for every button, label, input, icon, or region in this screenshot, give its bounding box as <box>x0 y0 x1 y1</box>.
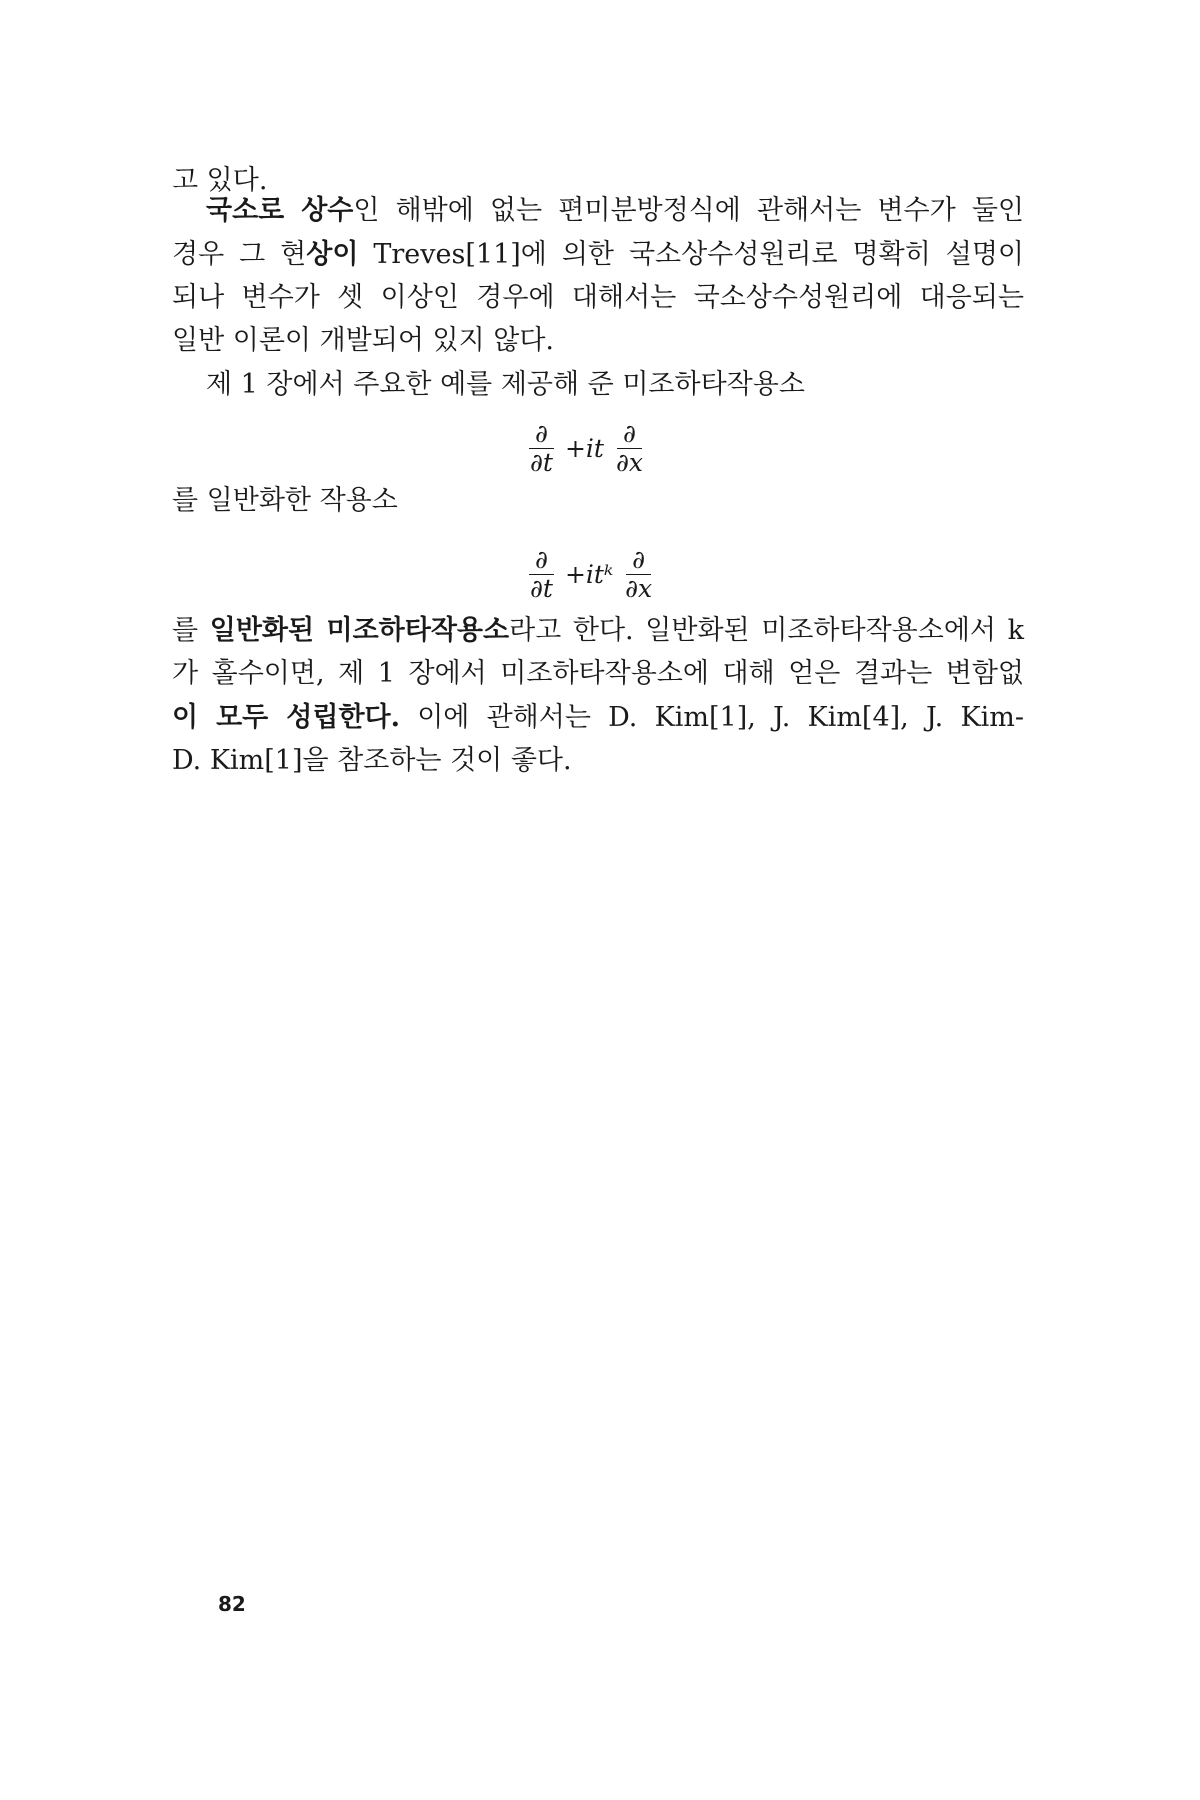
equation-mizohata-operator <box>524 420 649 477</box>
text-line <box>172 699 1024 737</box>
text-span: 를 일반화한 작용소 <box>172 485 398 516</box>
fraction-numerator: ∂ <box>626 546 651 575</box>
text-span: 고 있다. <box>172 165 268 196</box>
fraction <box>524 420 559 477</box>
equation-term: +itᵏ <box>564 560 614 589</box>
equation-generalized-mizohata-operator <box>524 546 658 603</box>
text-line <box>172 612 1024 650</box>
emphasis-text: 일반화된 미조하타작용소 <box>209 615 510 646</box>
text-line <box>172 742 1024 780</box>
fraction-denominator: ∂x <box>615 448 644 477</box>
text-span: 이에 관해서는 D. Kim[1], J. Kim[4], J. Kim- <box>400 702 1024 733</box>
text-span: 를 <box>172 615 210 646</box>
text-span: 라고 한다. 일반화된 미조하타작용소에서 k <box>509 615 1024 646</box>
text-line <box>172 322 1024 360</box>
text-line <box>172 192 1024 230</box>
text-line <box>172 655 1024 693</box>
text-line <box>172 236 1024 274</box>
text-span: D. Kim[1]을 참조하는 것이 좋다. <box>172 745 572 776</box>
page-number: 82 <box>218 1592 246 1616</box>
text-line <box>172 279 1024 317</box>
fraction <box>610 420 649 477</box>
fraction-denominator: ∂t <box>530 574 553 603</box>
fraction-denominator: ∂x <box>625 574 653 603</box>
fraction-numerator: ∂ <box>529 546 554 575</box>
fraction-numerator: ∂ <box>617 420 642 449</box>
emphasis-text: 이 모두 성립한다. <box>172 702 401 733</box>
emphasis-text: 상이 <box>306 239 359 270</box>
fraction-numerator: ∂ <box>529 420 554 449</box>
text-span: 경우 그 현 <box>172 239 307 270</box>
equation-term: +it <box>564 434 604 463</box>
fraction-denominator: ∂t <box>530 448 553 477</box>
fraction <box>619 546 658 603</box>
text-span: Treves[11]에 의한 국소상수성원리로 명확히 설명이 <box>358 239 1024 270</box>
emphasis-text: 국소로 상수 <box>206 195 354 226</box>
text-span: 제 1 장에서 주요한 예를 제공해 준 미조하타작용소 <box>206 369 805 400</box>
text-line <box>172 366 1024 404</box>
text-span: 가 홀수이면, 제 1 장에서 미조하타작용소에 대해 얻은 결과는 변함없 <box>172 658 1024 689</box>
text-span: 되나 변수가 셋 이상인 경우에 대해서는 국소상수성원리에 대응되는 <box>172 282 1024 313</box>
text-span: 인 해밖에 없는 편미분방정식에 관해서는 변수가 둘인 <box>353 195 1024 226</box>
text-line <box>172 482 1024 520</box>
fraction <box>524 546 559 603</box>
page-body <box>172 0 1024 1800</box>
text-span: 일반 이론이 개발되어 있지 않다. <box>172 325 554 356</box>
